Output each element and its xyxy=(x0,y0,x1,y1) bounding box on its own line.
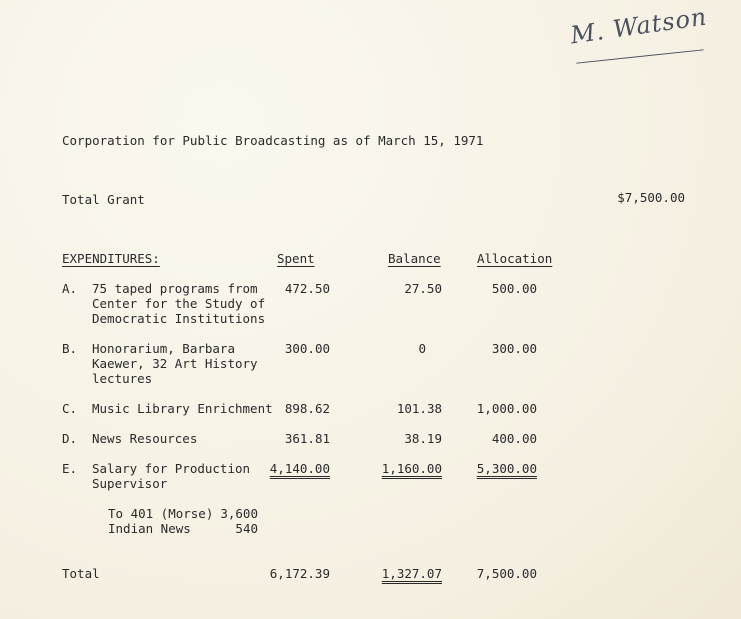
row-a-balance: 27.50 xyxy=(404,281,442,296)
row-d-balance: 38.19 xyxy=(404,431,442,446)
row-c-spent: 898.62 xyxy=(284,401,330,416)
row-a-allocation: 500.00 xyxy=(491,281,537,296)
row-a-desc-line2: Center for the Study of xyxy=(92,296,266,311)
breakdown-amount-1: 3,600 xyxy=(220,506,258,521)
header-expenditures: EXPENDITURES: xyxy=(62,251,160,266)
row-a-letter: A. xyxy=(62,281,78,296)
row-d-spent: 361.81 xyxy=(284,431,330,446)
row-b-letter: B. xyxy=(62,341,78,356)
total-allocation: 7,500.00 xyxy=(476,566,537,581)
row-a-desc-line1: 75 taped programs from xyxy=(92,281,258,296)
total-grant-label: Total Grant xyxy=(62,192,145,207)
row-a-desc-line3: Democratic Institutions xyxy=(92,311,266,326)
row-c-letter: C. xyxy=(62,401,78,416)
row-d-allocation: 400.00 xyxy=(491,431,537,446)
row-b-desc-line3: lectures xyxy=(92,371,153,386)
header-balance: Balance xyxy=(388,251,441,266)
total-grant-amount: $7,500.00 xyxy=(617,190,685,205)
row-c-allocation: 1,000.00 xyxy=(476,401,537,416)
total-spent: 6,172.39 xyxy=(269,566,330,581)
row-b-allocation: 300.00 xyxy=(491,341,537,356)
row-e-spent: 4,140.00 xyxy=(269,461,330,476)
breakdown-amount-2: 540 xyxy=(235,521,258,536)
row-e-desc-line2: Supervisor xyxy=(92,476,168,491)
handwritten-signature xyxy=(568,2,709,62)
breakdown-label-1: To 401 (Morse) xyxy=(108,506,214,521)
row-b-balance: 0 xyxy=(418,341,426,356)
row-e-desc-line1: Salary for Production xyxy=(92,461,251,476)
row-b-spent: 300.00 xyxy=(284,341,330,356)
row-d-desc-line1: News Resources xyxy=(92,431,198,446)
signature-text: M. Watson xyxy=(568,2,709,50)
total-label: Total xyxy=(62,566,100,581)
header-allocation: Allocation xyxy=(477,251,553,266)
row-b-desc-line1: Honorarium, Barbara xyxy=(92,341,235,356)
signature-underline xyxy=(576,49,703,63)
document-heading: Corporation for Public Broadcasting as of March 15, 1971 xyxy=(62,133,484,148)
row-d-letter: D. xyxy=(62,431,78,446)
row-e-balance: 1,160.00 xyxy=(381,461,442,476)
row-c-desc-line1: Music Library Enrichment xyxy=(92,401,273,416)
row-e-letter: E. xyxy=(62,461,78,476)
row-c-balance: 101.38 xyxy=(396,401,442,416)
total-balance: 1,327.07 xyxy=(381,566,442,581)
header-spent: Spent xyxy=(277,251,315,266)
row-b-desc-line2: Kaewer, 32 Art History xyxy=(92,356,258,371)
row-a-spent: 472.50 xyxy=(284,281,330,296)
row-e-allocation: 5,300.00 xyxy=(476,461,537,476)
breakdown-label-2: Indian News xyxy=(108,521,191,536)
